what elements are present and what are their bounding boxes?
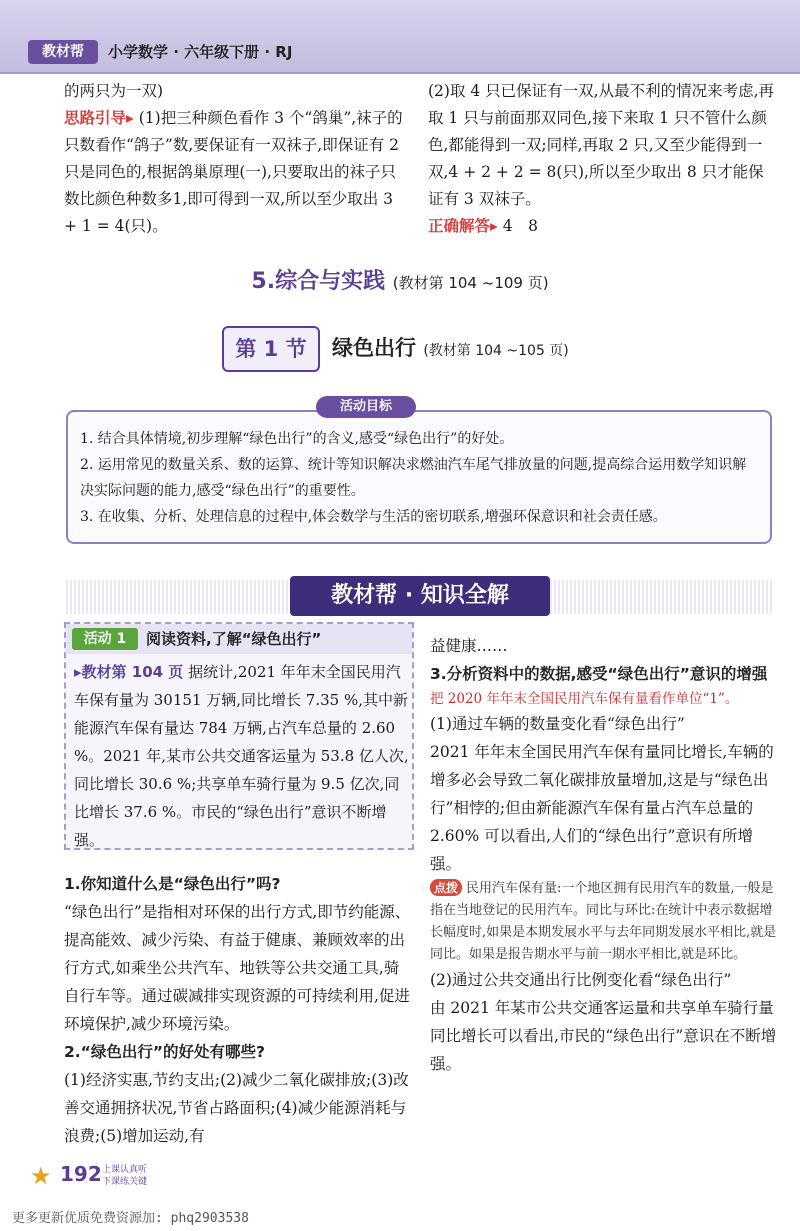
answer-line — [428, 213, 778, 240]
right-continuation: 益健康…… — [430, 637, 508, 655]
page-slogan — [102, 1164, 147, 1188]
p1-body: 2021 年年末全国民用汽车保有量同比增长,车辆的增多必会导致二氧化碳排放量增加,这是与“绿色出行”相悖的;但由新能源汽车保有量占汽车总量的 2.60% 可以看出,人们的“绿色出行”意识有所增强。 — [430, 743, 774, 873]
tip-box — [430, 878, 780, 966]
header-title: 小学数学 · 六年级下册 · RJ — [108, 43, 293, 61]
node-title: 绿色出行 — [332, 336, 416, 360]
hint-text: (1)把三种颜色看作 3 个“鸽巢”,袜子的只数看作“鸽子”数,要保证有一双袜子,即保证有 2 只是同色的,根据鸽巢原理(一),只要取出的袜子只数比颜色种数多1,即可得到一双,所以至少取出 3 + 1 = 4(只)。 — [64, 109, 403, 235]
goals-box — [66, 410, 772, 544]
section-title — [0, 264, 800, 295]
page-number-badge — [30, 1160, 150, 1192]
page-number: 192 — [60, 1162, 102, 1186]
activity-source: ▸教材第 104 页 — [74, 663, 184, 681]
activity-box — [64, 622, 414, 850]
activity-chip: 活动 1 — [72, 628, 138, 650]
q2-title: 2.“绿色出行”的好处有哪些? — [64, 1043, 266, 1061]
q1-body: “绿色出行”是指相对环保的出行方式,即节约能源、提高能效、减少污染、有益于健康、兼顾效率的出行方式,如乘坐公共汽车、地铁等公共交通工具,骑自行车等。通过碳减排实现资源的可持续利用,促进环境保护,减少环境污染。 — [64, 903, 411, 1033]
banner-title: 教材帮 · 知识全解 — [290, 576, 550, 616]
goal-item: 1. 结合具体情境,初步理解“绿色出行”的含义,感受“绿色出行”的好处。 — [80, 431, 514, 447]
node-heading — [222, 326, 612, 374]
tip-body: 民用汽车保有量:一个地区拥有民用汽车的数量,一般是指在当地登记的民用汽车。同比与环比:在统计中表示数据增长幅度时,如果是本期发展水平与去年同期发展水平相比,就是同比。如果是报告期水平与前一期水平相比,就是环比。 — [430, 881, 777, 962]
p1-title: (1)通过车辆的数量变化看“绿色出行” — [430, 715, 685, 733]
answer-arrow-icon: ▸ — [490, 217, 498, 235]
header-badge: 教材帮 — [28, 40, 98, 64]
lower-left-column — [64, 870, 414, 1150]
footer-watermark: 更多更新优质免费资源加: phq2903538 — [12, 1211, 249, 1226]
left-continuation: 的两只为一双) — [64, 82, 164, 100]
red-annotation: 把 2020 年年末全国民用汽车保有量看作单位“1”。 — [430, 691, 739, 707]
activity-body — [74, 658, 410, 854]
page-slogan-1: 上课认真听 — [102, 1165, 148, 1175]
answer-label: 正确解答 — [428, 217, 491, 235]
page-slogan-2: 下课练关键 — [102, 1177, 148, 1187]
activity-header — [66, 624, 412, 654]
goal-item: 3. 在收集、分析、处理信息的过程中,体会数学与生活的密切联系,增强环保意识和社会责任感。 — [80, 509, 667, 525]
goals-tag: 活动目标 — [316, 396, 416, 418]
q1-title: 1.你知道什么是“绿色出行”吗? — [64, 875, 281, 893]
top-right-column — [428, 78, 778, 240]
section-title-text: 5.综合与实践 — [251, 269, 386, 294]
q3-title: 3.分析资料中的数据,感受“绿色出行”意识的增强 — [430, 665, 768, 683]
activity-title: 阅读资料,了解“绿色出行” — [146, 630, 322, 648]
star-mascot-icon: ★ — [30, 1162, 52, 1190]
lower-right-column — [430, 632, 780, 1078]
p2-title: (2)通过公共交通出行比例变化看“绿色出行” — [430, 971, 732, 989]
answer-value: 4 8 — [502, 217, 538, 235]
goal-item: 2. 运用常见的数量关系、数的运算、统计等知识解决求燃油汽车尾气排放量的问题,提高综合运用数学知识解决实际问题的能力,感受“绿色出行”的重要性。 — [80, 457, 747, 499]
hint-paragraph — [64, 105, 404, 240]
activity-text: 据统计,2021 年年末全国民用汽车保有量为 30151 万辆,同比增长 7.35 %,其中新能源汽车保有量达 784 万辆,占汽车总量的 2.60 %。2021 年,某市公共交通客运量为 53.8 亿人次,同比增长 30.6 %;共享单车骑行量为 9.5 亿次,同比增长 37.6 %。市民的“绿色出行”意识不断增强。 — [74, 663, 409, 849]
node-pages: (教材第 104 ~105 页) — [423, 343, 569, 359]
node-title-wrap — [332, 332, 569, 362]
page-header — [0, 0, 800, 74]
p2-body: 由 2021 年某市公共交通客运量和共享单车骑行量同比增长可以看出,市民的“绿色出行”意识在不断增强。 — [430, 999, 777, 1073]
hint-arrow-icon: ▸ — [126, 109, 134, 127]
right-solution-text: (2)取 4 只已保证有一双,从最不利的情况来考虑,再取 1 只与前面那双同色,接下来取 1 只不管什么颜色,都能得到一双;同样,再取 2 只,又至少能得到一双,4 + 2 + 2 = 8(只),所以至少取出 8 只才能保证有 3 双袜子。 — [428, 82, 775, 208]
tip-chip: 点拨 — [430, 879, 462, 896]
hint-label: 思路引导 — [64, 109, 127, 127]
section-pages: (教材第 104 ~109 页) — [392, 274, 549, 292]
node-label: 第 1 节 — [222, 326, 320, 372]
top-left-column — [64, 78, 404, 240]
q2-body: (1)经济实惠,节约支出;(2)减少二氧化碳排放;(3)改善交通拥挤状况,节省占路面积;(4)减少能源消耗与浪费;(5)增加运动,有 — [64, 1071, 409, 1145]
